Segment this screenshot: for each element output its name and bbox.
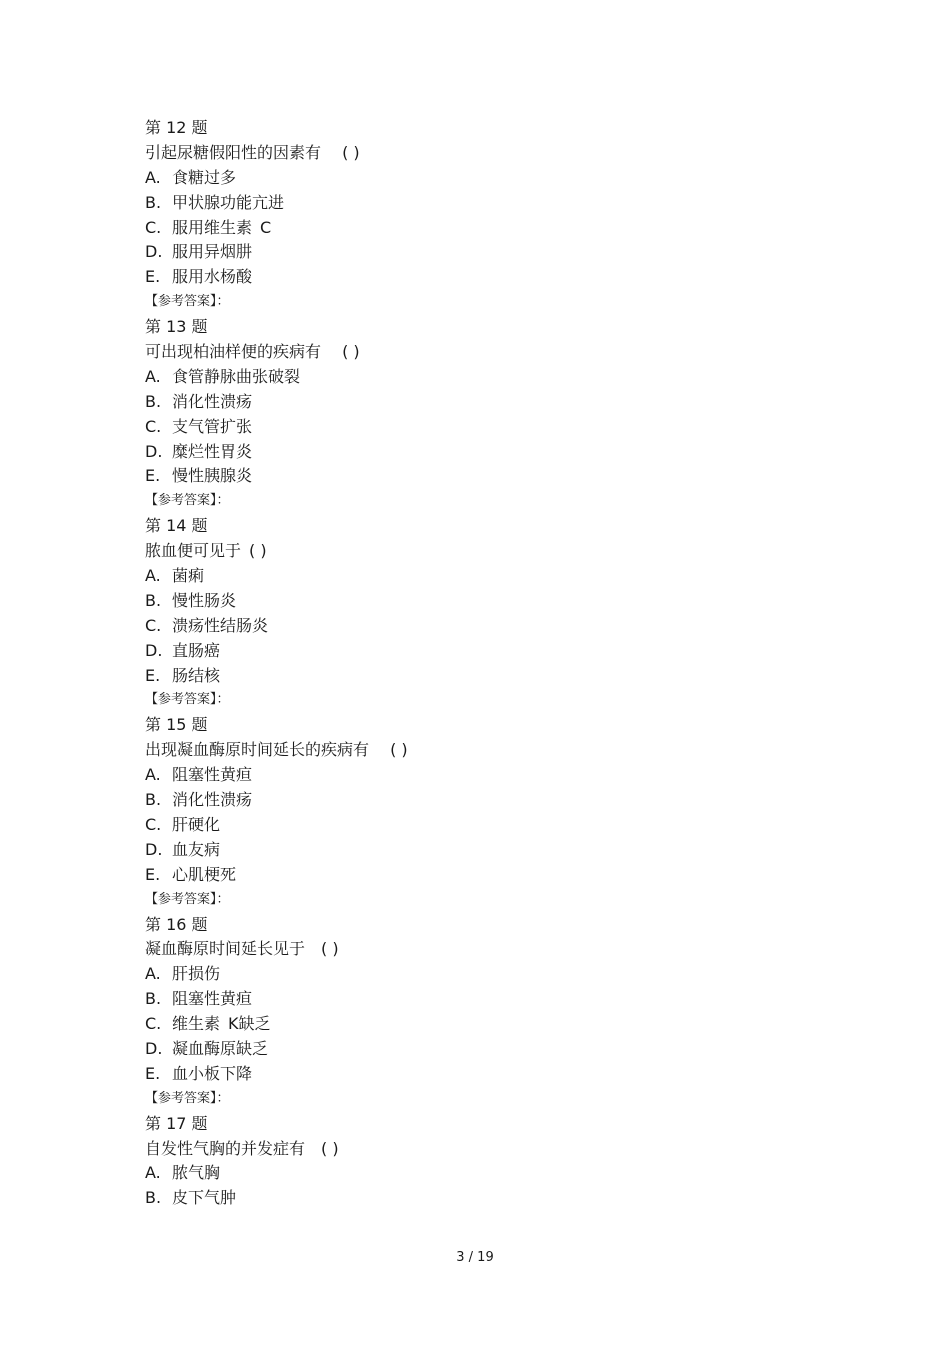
option-e [145,464,845,489]
option-a [145,564,845,589]
option-d [145,440,845,465]
option-letter: E. [145,864,161,884]
option-letter: A. [145,765,161,785]
option-text: 皮下气肿 [172,1188,237,1208]
option-b [145,390,845,415]
option-b [145,1186,845,1211]
question-stem: 凝血酶原时间延长见于 ( ) [145,939,339,959]
option-b [145,788,845,813]
option-c [145,614,845,639]
option-letter: D. [145,640,163,660]
option-letter: E. [145,1063,161,1083]
option-letter: C. [145,615,162,635]
option-text: 维生素 K缺乏 [172,1014,271,1034]
option-letter: E. [145,267,161,287]
option-text: 慢性胰腺炎 [172,466,253,486]
option-letter: B. [145,989,162,1009]
question-stem: 自发性气胸的并发症有 ( ) [145,1138,339,1158]
option-a [145,1161,845,1186]
option-letter: D. [145,242,163,262]
question-number: 第 17 题 [145,1113,208,1133]
option-text: 甲状腺功能亢进 [172,192,285,212]
option-d [145,838,845,863]
option-a [145,365,845,390]
question-13 [145,315,845,514]
option-text: 糜烂性胃炎 [172,441,253,461]
question-12 [145,116,845,315]
option-e [145,664,845,689]
question-stem: 可出现柏油样便的疾病有 ( ) [145,342,360,362]
option-text: 心肌梗死 [172,864,237,884]
option-letter: C. [145,416,162,436]
option-letter: E. [145,466,161,486]
option-c [145,813,845,838]
option-letter: B. [145,790,162,810]
question-number: 第 15 题 [145,715,208,735]
option-letter: A. [145,366,161,386]
option-text: 服用异烟肼 [172,242,253,262]
option-letter: C. [145,814,162,834]
page-number: 3 / 19 [456,1250,494,1265]
option-d [145,1037,845,1062]
option-a [145,962,845,987]
option-letter: B. [145,590,162,610]
option-a [145,763,845,788]
option-letter: C. [145,1014,162,1034]
question-number: 第 16 题 [145,914,208,934]
option-text: 食糖过多 [172,167,237,187]
option-e [145,265,845,290]
option-c [145,415,845,440]
option-text: 脓气胸 [172,1163,221,1183]
option-text: 消化性溃疡 [172,391,253,411]
option-text: 血友病 [172,839,221,859]
option-text: 服用维生素 C [172,217,272,237]
option-text: 溃疡性结肠炎 [172,615,269,635]
option-text: 支气管扩张 [172,416,253,436]
option-letter: B. [145,1188,162,1208]
option-text: 直肠癌 [172,640,221,660]
option-b [145,589,845,614]
option-text: 阻塞性黄疸 [172,989,253,1009]
option-d [145,240,845,265]
option-text: 慢性肠炎 [172,590,237,610]
question-stem: 脓血便可见于 ( ) [145,541,267,561]
reference-answer-label: 【参考答案】： [145,294,230,310]
option-text: 血小板下降 [172,1063,253,1083]
page-content [145,116,845,1211]
option-b [145,191,845,216]
option-letter: B. [145,391,162,411]
question-stem: 引起尿糖假阳性的因素有 ( ) [145,142,360,162]
option-text: 服用水杨酸 [172,267,253,287]
option-letter: A. [145,566,161,586]
reference-answer-label: 【参考答案】： [145,1090,230,1106]
question-stem: 出现凝血酶原时间延长的疾病有 ( ) [145,740,408,760]
option-c [145,216,845,241]
question-15 [145,713,845,912]
option-letter: C. [145,217,162,237]
option-letter: A. [145,167,161,187]
option-text: 阻塞性黄疸 [172,765,253,785]
option-letter: D. [145,441,163,461]
reference-answer-label: 【参考答案】： [145,493,230,509]
option-c [145,1012,845,1037]
option-letter: A. [145,1163,161,1183]
question-14 [145,514,845,713]
question-number: 第 12 题 [145,118,208,137]
option-d [145,639,845,664]
option-text: 肝硬化 [172,814,221,834]
question-number: 第 14 题 [145,516,208,536]
option-e [145,863,845,888]
option-text: 肝损伤 [172,964,221,984]
option-text: 消化性溃疡 [172,790,253,810]
option-letter: A. [145,964,161,984]
option-a [145,166,845,191]
reference-answer-label: 【参考答案】： [145,692,230,708]
option-text: 肠结核 [172,665,221,685]
question-17 [145,1112,845,1212]
option-b [145,987,845,1012]
option-letter: D. [145,1038,163,1058]
question-16 [145,913,845,1112]
option-letter: E. [145,665,161,685]
option-text: 食管静脉曲张破裂 [172,366,301,386]
option-text: 菌痢 [172,566,205,586]
option-letter: D. [145,839,163,859]
question-number: 第 13 题 [145,317,208,337]
option-e [145,1062,845,1087]
reference-answer-label: 【参考答案】： [145,891,230,907]
option-text: 凝血酶原缺乏 [172,1038,269,1058]
option-letter: B. [145,192,162,212]
